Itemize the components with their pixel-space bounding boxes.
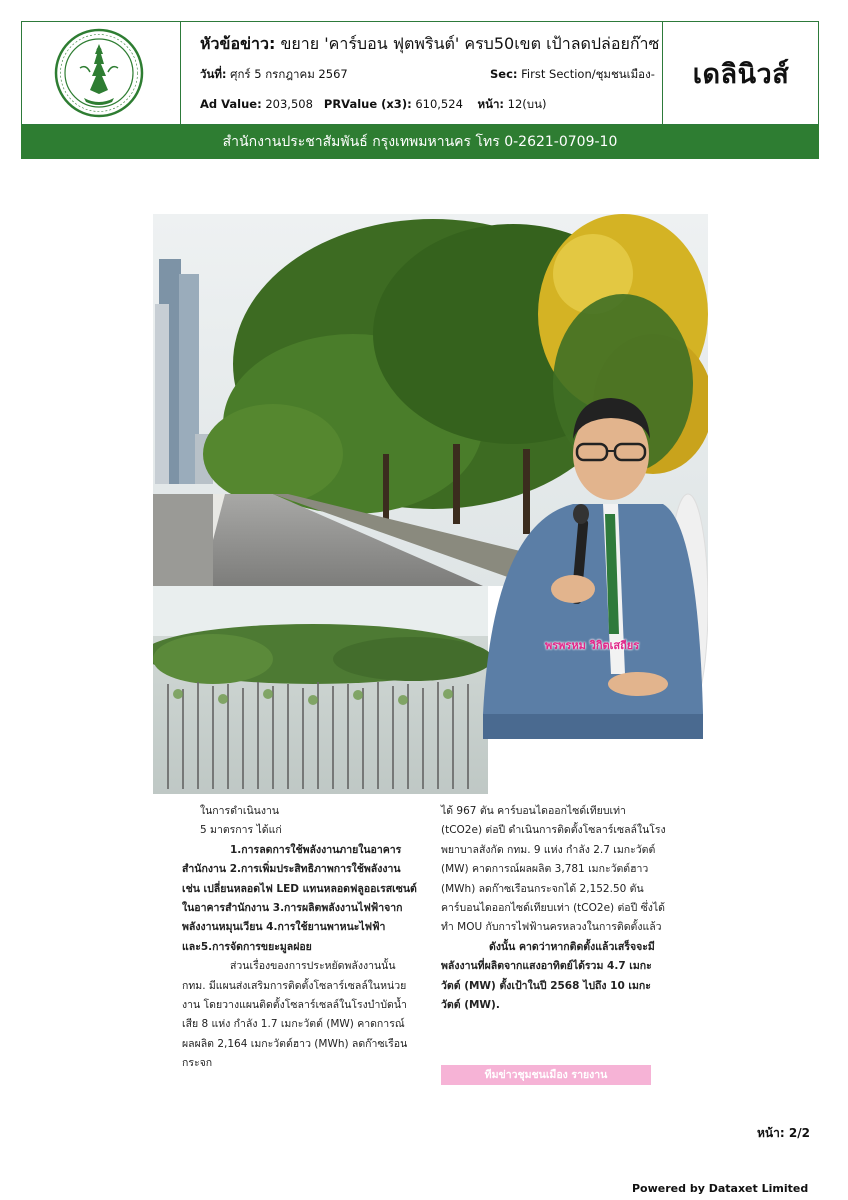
page-number-value: 2/2 bbox=[788, 1126, 810, 1140]
pr-value: 610,524 bbox=[415, 97, 463, 111]
newspaper-logo: เดลินิวส์ bbox=[692, 59, 790, 90]
clipping-header bbox=[21, 21, 819, 125]
logo-cell bbox=[22, 22, 181, 124]
newspaper-cell bbox=[662, 22, 819, 124]
powered-by: Powered by Dataxet Limited bbox=[632, 1182, 809, 1195]
pr-value-label: PRValue (x3): bbox=[323, 97, 412, 111]
ad-value: 203,508 bbox=[265, 97, 313, 111]
value-row bbox=[200, 96, 546, 114]
section-row bbox=[490, 66, 655, 84]
page-value: 12(บน) bbox=[507, 97, 547, 111]
date-row bbox=[200, 66, 348, 84]
section-label: Sec: bbox=[490, 67, 518, 81]
date-label: วันที่: bbox=[200, 67, 227, 81]
page-number bbox=[757, 1124, 810, 1143]
section-value: First Section/ชุมชนเมือง- bbox=[521, 67, 655, 81]
left-para-2: 5 มาตรการ ได้แก่ bbox=[200, 824, 282, 837]
ad-value-label: Ad Value: bbox=[200, 97, 262, 111]
left-para-4: ส่วนเรื่องของการประหยัดพลังงานนั้น กทม. มีแผนส่งเสริมการติดตั้งโซลาร์เซลล์ในหน่วยงาน โดยวางแผนติดตั้งโซลาร์เซลล์ในโรงบำบัดน้ำเสีย 8 แห่ง กำลัง 1.7 เมกะวัตต์ (MW) คาดการณ์ผลผลิต 2,164 เมกะวัตต์ฮาว (MWh) ลดก๊าซเรือนกระจก bbox=[182, 960, 408, 1070]
right-para-2: ดังนั้น คาดว่าหากติดตั้งแล้วเสร็จจะมีพลังงานที่ผลิตจากแสงอาทิตย์ได้รวม 4.7 เมกะวัตต์ (MW) ตั้งเป้าในปี 2568 ไปถึง 10 เมกะวัตต์ (MW). bbox=[441, 940, 655, 1012]
date-value: ศุกร์ 5 กรกฎาคม 2567 bbox=[230, 67, 348, 81]
page-label: หน้า: bbox=[477, 97, 505, 111]
left-para-3: 1.การลดการใช้พลังงานภายในอาคารสำนักงาน 2.การเพิ่มประสิทธิภาพการใช้พลังงาน เช่น เปลี่ยนหลอดไฟ LED แทนหลอดฟลูออเรสเซนต์ในอาคารสำนักงาน 3.การผลิตพลังงานไฟฟ้าจากพลังงานหมุนเวียน 4.การใช้ยานพาหนะไฟฟ้า และ5.การจัดการขยะมูลฝอย bbox=[182, 843, 417, 953]
article-left-column bbox=[182, 802, 417, 1074]
pr-office-banner: สำนักงานประชาสัมพันธ์ กรุงเทพมหานคร โทร 0-2621-0709-10 bbox=[21, 125, 819, 159]
headline-row bbox=[200, 32, 659, 57]
headline-text: ขยาย 'คาร์บอน ฟุตพรินต์' ครบ50เขต เป้าลดปล่อยก๊าซ bbox=[280, 34, 660, 53]
headline-label: หัวข้อข่าว: bbox=[200, 34, 276, 53]
bma-seal-logo bbox=[54, 28, 144, 118]
clipping-info bbox=[200, 22, 685, 124]
person-caption: พรพรหม วิกิตเสถียร bbox=[545, 639, 640, 652]
article-right-column bbox=[441, 802, 666, 1015]
page-number-label: หน้า: bbox=[757, 1126, 785, 1140]
left-para-1: ในการดำเนินงาน bbox=[200, 805, 280, 817]
article-photo bbox=[153, 214, 708, 794]
byline-box bbox=[441, 1065, 651, 1085]
right-para-1: ได้ 967 ตัน คาร์บอนไดออกไซด์เทียบเท่า (tCO2e) ต่อปี ดำเนินการติดตั้งโซลาร์เซลล์ในโรงพยาบาลสังกัด กทม. 9 แห่ง กำลัง 2.7 เมกะวัตต์ (MW) คาดการณ์ผลผลิต 3,781 เมกะวัตต์ฮาว (MWh) ลดก๊าซเรือนกระจกได้ 2,152.50 ตันคาร์บอนไดออกไซด์เทียบเท่า (tCO2e) ต่อปี ซึ่งได้ทำ MOU กับการไฟฟ้านครหลวงในการติดตั้งแล้ว bbox=[441, 805, 666, 934]
byline-text: ทีมข่าวชุมชนเมือง รายงาน bbox=[484, 1069, 608, 1081]
